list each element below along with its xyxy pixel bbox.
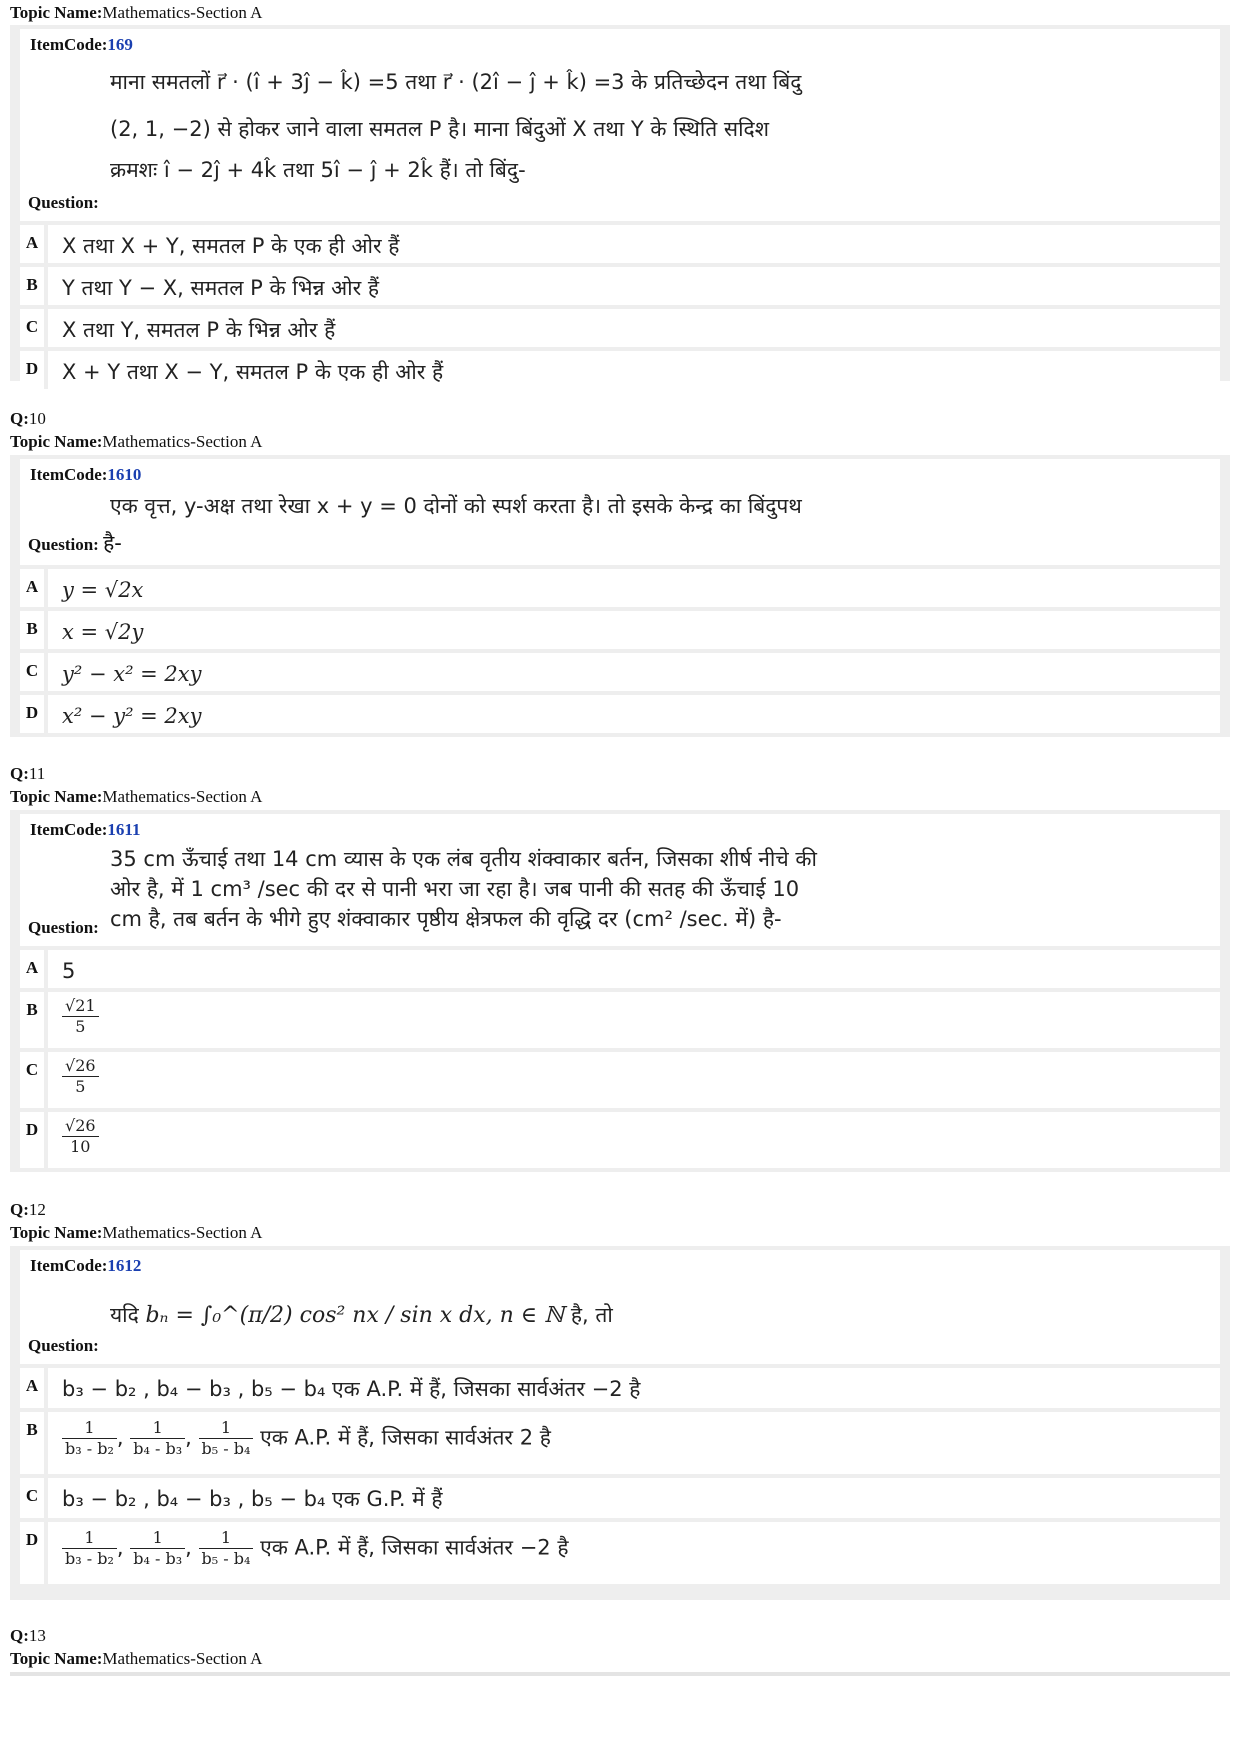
option-letter: D xyxy=(20,695,48,733)
option-a[interactable] xyxy=(20,1368,1220,1408)
option-text: Y तथा Y − X, समतल P के भिन्न ओर हैं xyxy=(62,276,380,300)
itemcode-label: ItemCode: xyxy=(30,820,108,839)
q-label: Q: xyxy=(10,764,29,783)
topic-label: Topic Name: xyxy=(10,1649,103,1668)
question-row xyxy=(20,1278,1220,1364)
option-c[interactable] xyxy=(20,1478,1220,1518)
option-fraction xyxy=(62,1056,99,1097)
topic-label: Topic Name: xyxy=(10,787,103,806)
option-text: X तथा X + Y, समतल P के एक ही ओर हैं xyxy=(62,234,400,258)
fraction-denominator: 5 xyxy=(75,1017,86,1036)
option-letter: A xyxy=(20,950,48,988)
question-number-line xyxy=(10,408,46,430)
itemcode-row xyxy=(20,459,1220,487)
q-number: 10 xyxy=(28,409,46,428)
question-label: Question: xyxy=(28,193,99,212)
option-fraction xyxy=(62,1116,99,1157)
option-letter: B xyxy=(20,1412,48,1474)
option-letter: C xyxy=(20,1052,48,1108)
option-a[interactable] xyxy=(20,950,1220,988)
option-text: X तथा Y, समतल P के भिन्न ओर हैं xyxy=(62,318,336,342)
option-letter: B xyxy=(20,611,48,649)
option-text: x = √2y xyxy=(62,620,144,644)
option-d[interactable] xyxy=(20,351,1220,389)
option-d[interactable] xyxy=(20,1522,1220,1584)
fraction-numerator: √26 xyxy=(62,1116,99,1137)
question-block-12 xyxy=(10,1246,1230,1600)
question-block-10 xyxy=(10,455,1230,737)
itemcode-row xyxy=(20,29,1220,57)
topic-label: Topic Name: xyxy=(10,432,103,451)
option-fraction xyxy=(62,996,99,1037)
q-number: 11 xyxy=(28,764,46,783)
option-letter: C xyxy=(20,309,48,347)
topic-line xyxy=(10,786,262,808)
option-text: x² − y² = 2xy xyxy=(62,704,202,728)
question-pre: यदि xyxy=(110,1303,139,1327)
option-text: y = √2x xyxy=(62,578,144,602)
block-top-edge xyxy=(10,1672,1230,1676)
option-letter: B xyxy=(20,267,48,305)
option-text: X + Y तथा X − Y, समतल P के एक ही ओर हैं xyxy=(62,360,444,384)
question-line-2: (2, 1, −2) से होकर जाने वाला समतल P है। माना बिंदुओं X तथा Y के स्थिति सदिश xyxy=(110,117,769,141)
option-letter: D xyxy=(20,351,48,389)
option-b[interactable] xyxy=(20,267,1220,305)
itemcode-label: ItemCode: xyxy=(30,1256,108,1275)
q-label: Q: xyxy=(10,409,29,428)
topic-value: Mathematics-Section A xyxy=(102,3,263,22)
question-line-2: है- xyxy=(103,531,122,555)
topic-value: Mathematics-Section A xyxy=(102,1223,263,1242)
option-letter: A xyxy=(20,569,48,607)
q-label: Q: xyxy=(10,1200,29,1219)
option-d[interactable] xyxy=(20,1112,1220,1168)
option-text: 5 xyxy=(62,959,76,983)
itemcode-value: 1610 xyxy=(107,465,142,484)
question-label: Question: है- xyxy=(28,531,122,555)
question-block-11 xyxy=(10,810,1230,1172)
option-tail: एक A.P. में हैं, जिसका सार्वअंतर 2 है xyxy=(260,1425,551,1450)
itemcode-label: ItemCode: xyxy=(30,465,108,484)
itemcode-row xyxy=(20,1250,1220,1278)
option-fraction-list: $\frac{1}{\text{b₃ - b₂}}$ , $\frac{1}{\text{b₄ - b₃}}$ , $\frac{1}{\text{b₅ - b₄}}$ एक A.P. में हैं, जिसका सार्वअंतर −2 है xyxy=(62,1528,568,1569)
question-label: Question: xyxy=(28,918,99,937)
option-a[interactable] xyxy=(20,225,1220,263)
option-b[interactable] xyxy=(20,1412,1220,1474)
topic-label: Topic Name: xyxy=(10,3,103,22)
question-text xyxy=(110,67,830,186)
option-letter: C xyxy=(20,653,48,691)
question-line-3: क्रमशः î − 2ĵ + 4k̂ तथा 5î − ĵ + 2k̂ हैं। तो बिंदु- xyxy=(110,158,526,182)
option-letter: A xyxy=(20,1368,48,1408)
q-number: 13 xyxy=(28,1626,46,1645)
fraction-denominator: 5 xyxy=(75,1077,86,1096)
question-line-2: ओर है, में 1 cm³ /sec की दर से पानी भरा जा रहा है। जब पानी की सतह की ऊँचाई 10 xyxy=(110,877,800,901)
question-number-line xyxy=(10,1199,46,1221)
fraction-numerator: √21 xyxy=(62,996,99,1017)
question-block-169 xyxy=(10,25,1230,384)
option-text: b₃ − b₂ , b₄ − b₃ , b₅ − b₄ एक A.P. में हैं, जिसका सार्वअंतर −2 है xyxy=(62,1377,641,1401)
option-letter: D xyxy=(20,1522,48,1584)
question-text xyxy=(110,1300,810,1331)
question-row xyxy=(20,842,1220,946)
fraction-numerator: √26 xyxy=(62,1056,99,1077)
q-number: 12 xyxy=(28,1200,46,1219)
question-label: Question: xyxy=(28,1336,99,1355)
topic-label: Topic Name: xyxy=(10,1223,103,1242)
option-b[interactable] xyxy=(20,992,1220,1048)
question-line-1: 35 cm ऊँचाई तथा 14 cm व्यास के एक लंब वृतीय शंक्वाकार बर्तन, जिसका शीर्ष नीचे की xyxy=(110,847,817,871)
itemcode-label: ItemCode: xyxy=(30,35,108,54)
question-row xyxy=(20,57,1220,221)
question-post: है, तो xyxy=(570,1303,613,1327)
question-line-1: माना समतलों r⃗ · (î + 3ĵ − k̂) =5 तथा r⃗ · (2î − ĵ + k̂) =3 के प्रतिच्छेदन तथा बिंदु xyxy=(110,70,802,94)
topic-line xyxy=(10,2,262,24)
question-text xyxy=(110,844,910,934)
question-row xyxy=(20,487,1220,565)
option-letter: A xyxy=(20,225,48,263)
option-c[interactable] xyxy=(20,1052,1220,1108)
option-c[interactable] xyxy=(20,309,1220,347)
topic-value: Mathematics-Section A xyxy=(102,432,263,451)
topic-value: Mathematics-Section A xyxy=(102,787,263,806)
option-tail: एक A.P. में हैं, जिसका सार्वअंतर −2 है xyxy=(260,1535,569,1560)
option-b[interactable] xyxy=(20,611,1220,649)
q-label: Q: xyxy=(10,1626,29,1645)
itemcode-value: 169 xyxy=(107,35,133,54)
topic-line xyxy=(10,1222,262,1244)
question-number-line xyxy=(10,1625,46,1647)
option-fraction-list: $\frac{1}{\text{b₃ - b₂}}$ , $\frac{1}{\text{b₄ - b₃}}$ , $\frac{1}{\text{b₅ - b₄}}$ एक A.P. में हैं, जिसका सार्वअंतर 2 है xyxy=(62,1418,551,1459)
option-text: b₃ − b₂ , b₄ − b₃ , b₅ − b₄ एक G.P. में हैं xyxy=(62,1487,443,1511)
fraction-denominator: 10 xyxy=(70,1137,91,1156)
itemcode-value: 1611 xyxy=(107,820,141,839)
topic-value: Mathematics-Section A xyxy=(102,1649,263,1668)
question-line-1: एक वृत्त, y-अक्ष तथा रेखा x + y = 0 दोनों को स्पर्श करता है। तो इसके केन्द्र का बिंदुपथ xyxy=(110,494,802,518)
topic-line xyxy=(10,1648,262,1670)
itemcode-value: 1612 xyxy=(107,1256,142,1275)
topic-line xyxy=(10,431,262,453)
itemcode-row xyxy=(20,814,1220,842)
option-d[interactable] xyxy=(20,695,1220,733)
option-letter: C xyxy=(20,1478,48,1518)
question-formula: bₙ = ∫₀^(π/2) cos² nx / sin x dx, n ∈ ℕ xyxy=(145,1303,565,1328)
question-number-line xyxy=(10,763,45,785)
question-text xyxy=(110,491,890,522)
option-text: y² − x² = 2xy xyxy=(62,662,202,686)
option-c[interactable] xyxy=(20,653,1220,691)
option-a[interactable] xyxy=(20,569,1220,607)
option-letter: D xyxy=(20,1112,48,1168)
option-letter: B xyxy=(20,992,48,1048)
question-line-3: cm है, तब बर्तन के भीगे हुए शंक्वाकार पृष्ठीय क्षेत्रफल की वृद्धि दर (cm² /sec. में) है- xyxy=(110,907,782,931)
